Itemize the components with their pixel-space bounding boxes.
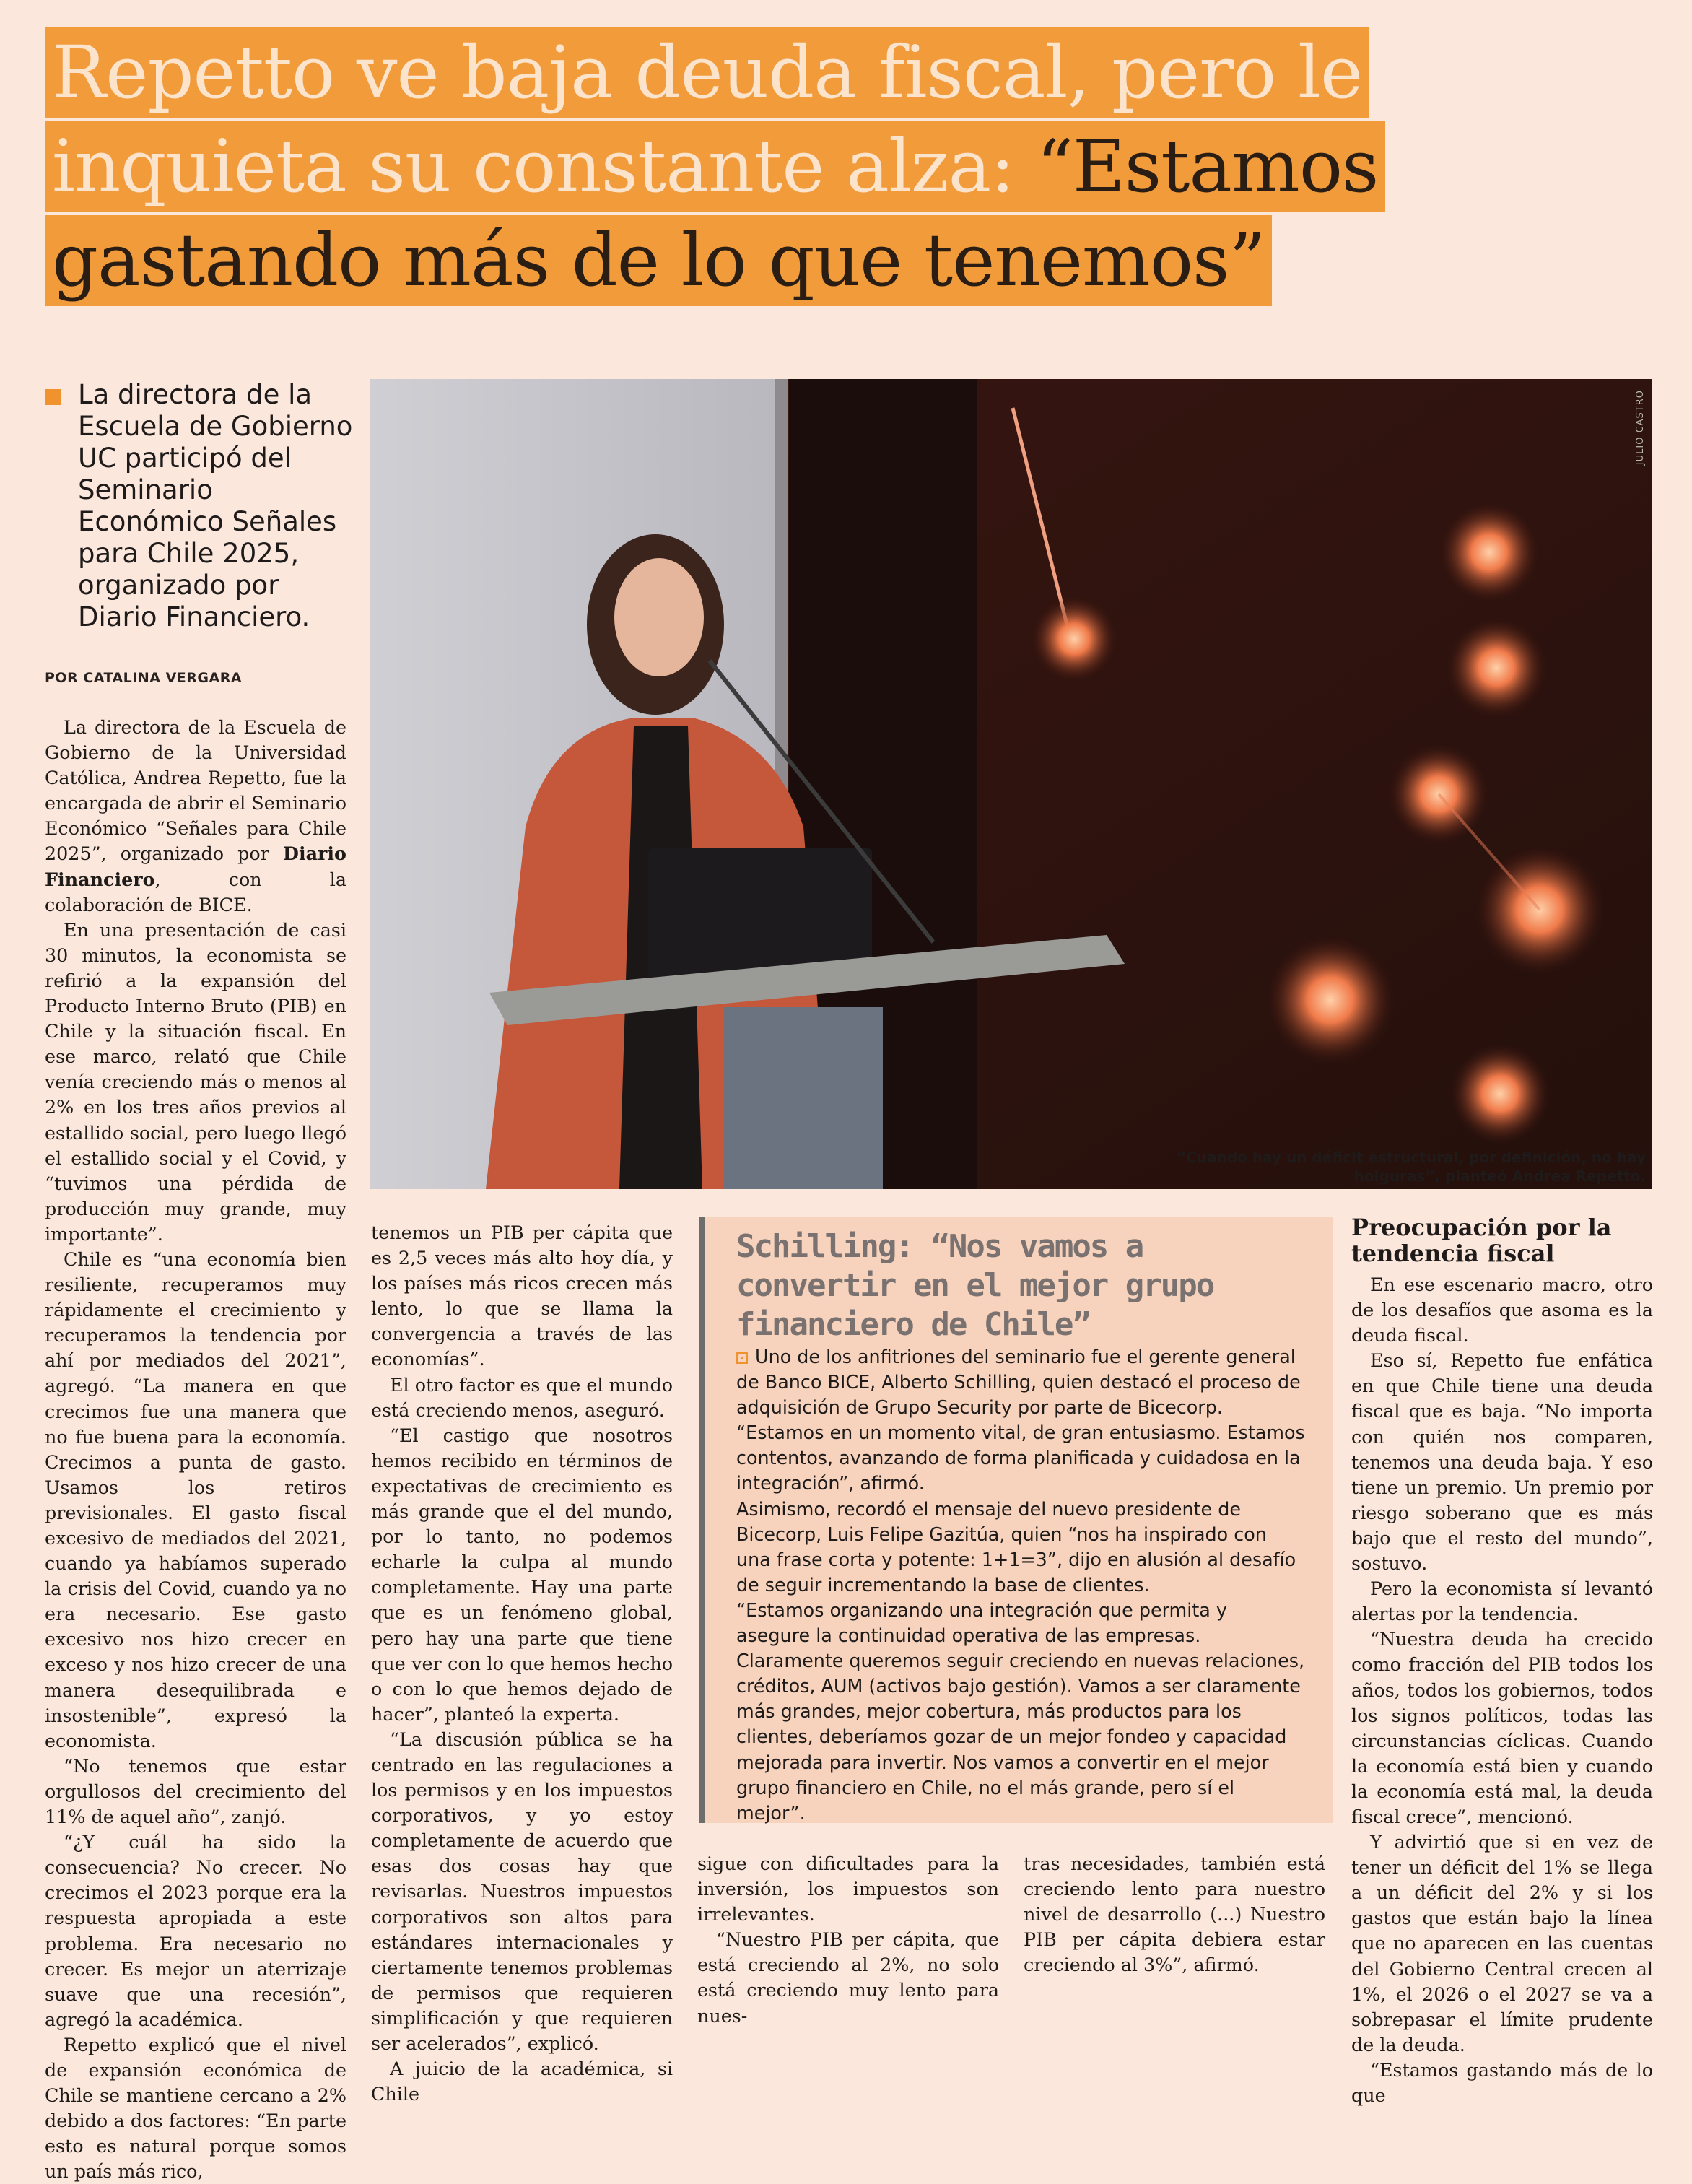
headline-line-2 bbox=[45, 121, 1385, 212]
article-column-5 bbox=[1351, 1272, 1653, 2108]
paragraph-text: , con la colaboración de BICE. bbox=[45, 868, 346, 915]
article-column-1 bbox=[45, 715, 346, 2184]
paragraph: Pero la economista sí levantó alertas por la tendencia. bbox=[1351, 1578, 1653, 1625]
paragraph: Chile es “una economía bien resiliente, recuperamos muy rápidamente el crecimiento y recuperamos la tendencia por ahí por mediados del 2021”, agregó. “La manera en que crecimos fue una manera que no fue buena para la economía. Crecimos a punta de gasto. Usamos los retiros previsionales. El gasto fiscal excesivo de mediados del 2021, cuando ya habíamos superado la crisis del Covid, cuando ya no era necesario. Ese gasto excesivo nos hizo crecer en exceso y nos hizo crecer de una manera desequilibrada e insostenible”, expresó la economista. bbox=[45, 1248, 346, 1752]
sidebar-title: Schilling: “Nos vamos a convertir en el mejor grupo financiero de Chile” bbox=[736, 1228, 1214, 1343]
lead-summary bbox=[45, 379, 355, 633]
paragraph: tenemos un PIB per cápita que es 2,5 veces más alto hoy día, y los países más ricos crecen más lento, lo que se llama la convergencia a través de las economías”. bbox=[371, 1222, 673, 1370]
lead-text: La directora de la Escuela de Gobierno UC participó del Seminario Económico Señales para Chile 2025, organizado por Diario Financiero. bbox=[78, 379, 353, 632]
paragraph: “Estamos organizando una integración que permita y asegure la continuidad operativa de las empresas. Claramente queremos seguir creciendo en nuevas relaciones, créditos, AUM (activos bajo gestión). Vamos a ser claramente más grandes, mejor cobertura, más productos para los clientes, deberíamos gozar de un mejor fondeo y capacidad mejorada para invertir. Nos vamos a convertir en el mejor grupo financiero en Chile, no el más grande, pero sí el mejor”. bbox=[736, 1598, 1305, 1824]
paragraph: En una presentación de casi 30 minutos, la economista se refirió a la expansión del Producto Interno Bruto (PIB) en Chile y la situación fiscal. En ese marco, relató que Chile venía creciendo más o menos al 2% en los tres años previos al estallido social, pero luego llegó el estallido social y el Covid, y “tuvimos una pérdida de producción muy grande, muy importante”. bbox=[45, 918, 346, 1245]
paragraph: “La discusión pública se ha centrado en las regulaciones a los permisos y en los impuestos corporativos, y yo estoy completamente de acuerdo que esas dos cosas hay que revisarlas. Nuestros impuestos corporativos son altos para estándares internacionales y ciertamente tenemos problemas de permisos que requieren simplificación y que requieren ser acelerados”, explicó. bbox=[371, 1728, 673, 2054]
paragraph: A juicio de la académica, si Chile bbox=[371, 2058, 673, 2105]
paragraph: tras necesidades, también está creciendo lento para nuestro nivel de desarrollo (...) Nuestro PIB per cápita debiera estar creciendo al 3%”, afirmó. bbox=[1024, 1853, 1325, 1976]
paragraph: “Nuestro PIB per cápita, que está creciendo al 2%, no solo está creciendo muy lento para nues- bbox=[697, 1928, 999, 2027]
paragraph: Repetto explicó que el nivel de expansión económica de Chile se mantiene cercano a 2% debido a dos factores: “En parte esto es natural porque somos un país más rico, bbox=[45, 2033, 346, 2183]
paragraph: “Nuestra deuda ha crecido como fracción del PIB todos los años, todos los gobiernos, todos los signos políticos, todas las circunstancias cíclicas. Cuando la economía está bien y cuando la economía está mal, la deuda fiscal crece”, mencionó. bbox=[1351, 1628, 1653, 1827]
paragraph: “No tenemos que estar orgullosos del crecimiento del 11% de aquel año”, zanjó. bbox=[45, 1754, 346, 1828]
square-bullet-icon bbox=[45, 389, 61, 405]
paragraph: El otro factor es que el mundo está creciendo menos, aseguró. bbox=[371, 1373, 673, 1421]
paragraph: “El castigo que nosotros hemos recibido en términos de expectativas de crecimiento es más grande que el del mundo, por lo tanto, no podemos echarle la culpa al mundo completamente. Hay una parte que es un fenómeno global, pero hay una parte que tiene que ver con lo que hemos hecho o con lo que hemos dejado de hacer”, planteó la experta. bbox=[371, 1424, 673, 1725]
headline bbox=[45, 27, 1618, 309]
article-column-3 bbox=[697, 1851, 999, 2029]
paragraph bbox=[45, 715, 346, 918]
byline: POR CATALINA VERGARA bbox=[45, 670, 243, 686]
paragraph-text: Uno de los anfitriones del seminario fue el gerente general de Banco BICE, Alberto Schilling, quien destacó el proceso de adquisición de Grupo Security por parte de Bicecorp. “Estamos en un momento vital, de gran entusiasmo. Estamos contentos, avanzando de forma planificada y cuidadosa en la integración”, afirmó. bbox=[736, 1346, 1305, 1495]
paragraph: “¿Y cuál ha sido la consecuencia? No crecer. No crecimos el 2023 porque era la respuesta apropiada a este problema. Era necesario no crecer. Es mejor un aterrizaje suave que una recesión”, agregó la académica. bbox=[45, 1831, 346, 2030]
photo-caption: “Cuando hay un déficit estructural, por definición, no hay holguras”, planteó Andrea Repetto. bbox=[1177, 1149, 1646, 1185]
newspaper-name: Diario Financiero bbox=[45, 843, 346, 890]
square-bullet-icon bbox=[736, 1352, 748, 1364]
paragraph: En ese escenario macro, otro de los desafíos que asoma es la deuda fiscal. bbox=[1351, 1274, 1653, 1346]
photo-credit: JULIO CASTRO bbox=[1635, 390, 1646, 466]
article-photo bbox=[370, 379, 1652, 1189]
paragraph: sigue con dificultades para la inversión, los impuestos son irrelevantes. bbox=[697, 1853, 999, 1926]
headline-line-1: Repetto ve baja deuda fiscal, pero le bbox=[45, 27, 1369, 118]
paragraph: “Estamos gastando más de lo que bbox=[1351, 2058, 1653, 2106]
headline-line-2a: inquieta su constante alza: bbox=[52, 124, 1037, 209]
sidebar-body bbox=[736, 1344, 1307, 1826]
speaker-photo-illustration bbox=[370, 379, 1652, 1189]
paragraph: Y advirtió que si en vez de tener un déficit del 1% se llega a un déficit del 2% y si los gastos que están bajo la línea que no aparecen en las cuentas del Gobierno Central crecen al 1%, el 2026 o el 2027 se va a sobrepasar el límite prudente de la deuda. bbox=[1351, 1831, 1653, 2055]
paragraph bbox=[736, 1344, 1307, 1497]
article-column-2 bbox=[371, 1220, 673, 2107]
paragraph-text: La directora de la Escuela de Gobierno de la Universidad Católica, Andrea Repetto, fue la encargada de abrir el Seminario Económico “Señales para Chile 2025”, organizado por bbox=[45, 716, 346, 865]
article-column-4 bbox=[1024, 1851, 1325, 1978]
headline-line-2b: “Estamos bbox=[1036, 124, 1379, 209]
section-subhead: Preocupación por la tendencia fiscal bbox=[1351, 1214, 1612, 1267]
headline-line-3: gastando más de lo que tenemos” bbox=[45, 215, 1272, 306]
paragraph: Asimismo, recordó el mensaje del nuevo presidente de Bicecorp, Luis Felipe Gazitúa, quien “nos ha inspirado con una frase corta y potente: 1+1=3”, dijo en alusión al desafío de seguir incrementando la base de clientes. bbox=[736, 1497, 1296, 1596]
paragraph: Eso sí, Repetto fue enfática en que Chile tiene una deuda fiscal que es baja. “No importa con quién nos comparen, tenemos una deuda baja. Y eso tiene un premio. Un premio por riesgo soberano que es más bajo que el resto del mundo”, sostuvo. bbox=[1351, 1349, 1653, 1575]
